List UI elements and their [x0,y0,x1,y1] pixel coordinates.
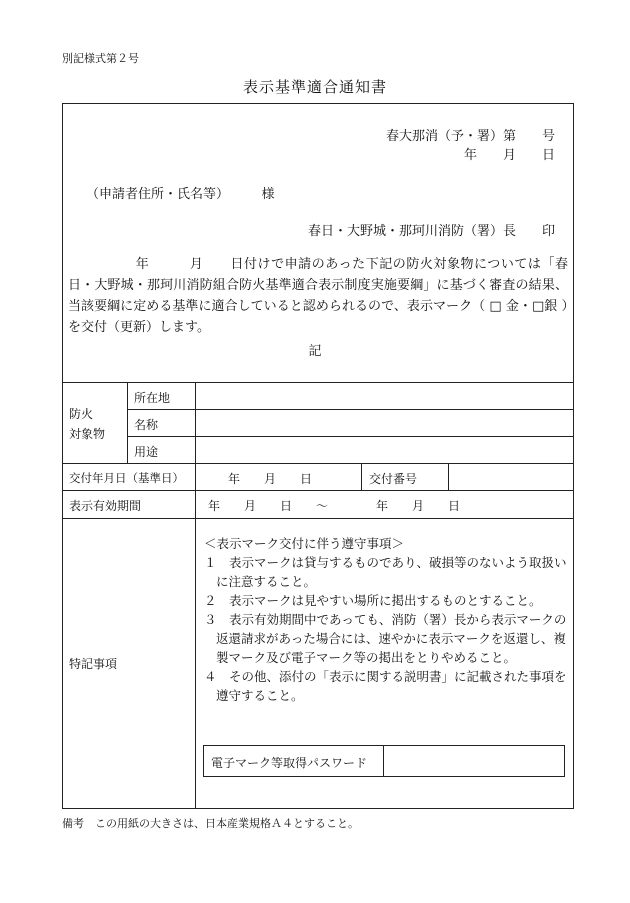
password-label: 電子マーク等取得パスワード [211,756,368,770]
note-item: ４ その他、添付の「表示に関する説明書」に記載された事項を遵守すること。 [204,669,567,703]
note-item: ３ 表示有効期間中であっても、消防（署）長から表示マークの返還請求があった場合には、速やかに表示マークを返還し、複製マーク及び電子マーク等の掲出をとりやめること。 [204,612,567,665]
password-divider [383,746,384,776]
issuer-line: 春日・大野城・那珂川消防（署）長 印 [307,224,555,239]
notes-heading: ＜表示マーク交付に伴う遵守事項＞ [204,536,405,551]
applicant-line: （申請者住所・氏名等） 様 [86,187,275,202]
location-label: 所在地 [134,391,171,405]
issue-date-value: 年 月 日 [228,472,313,486]
compliance-notes [204,534,570,705]
table-top-rule [62,382,574,383]
issue-date-label: 交付年月日（基準日） [69,471,184,485]
validity-value: 年 月 日 〜 年 月 日 [208,499,461,513]
password-box [203,745,565,777]
note-item: ２ 表示マークは見やすい場所に掲出するものとすること。 [204,593,542,608]
notice-body: 年 月 日付けで申請のあった下記の防火対象物については「春日・大野城・那珂川消防組合防火基準適合表示制度実施要綱」に基づく審査の結果、当該要綱に定める基準に適合していると認められるので、表示マーク（ □ 金・□銀 ）を交付（更新）します。 [68,257,568,335]
column-divider [361,463,362,490]
row-divider [62,463,574,464]
name-label: 名称 [134,418,159,432]
use-label: 用途 [134,445,159,459]
issue-number-label: 交付番号 [369,472,418,486]
document-number: 春大那消（予・署）第 号 [385,129,555,144]
row-divider [62,490,574,491]
page-title: 表示基準適合通知書 [242,78,387,96]
column-divider [127,382,128,463]
ki-heading: 記 [308,344,322,359]
note-item: １ 表示マークは貸与するものであり、破損等のないよう取扱いに注意すること。 [204,555,567,589]
row-divider [62,518,574,519]
document-date: 年 月 日 [463,148,555,163]
fire-object-label: 防火 対象物 [69,407,106,441]
special-notes-label: 特記事項 [69,657,118,671]
footer-note: 備考 この用紙の大きさは、日本産業規格Ａ４とすること。 [62,817,359,830]
form-number: 別記様式第２号 [62,52,139,65]
column-divider [195,382,196,809]
validity-label: 表示有効期間 [69,499,142,513]
column-divider [448,463,449,490]
